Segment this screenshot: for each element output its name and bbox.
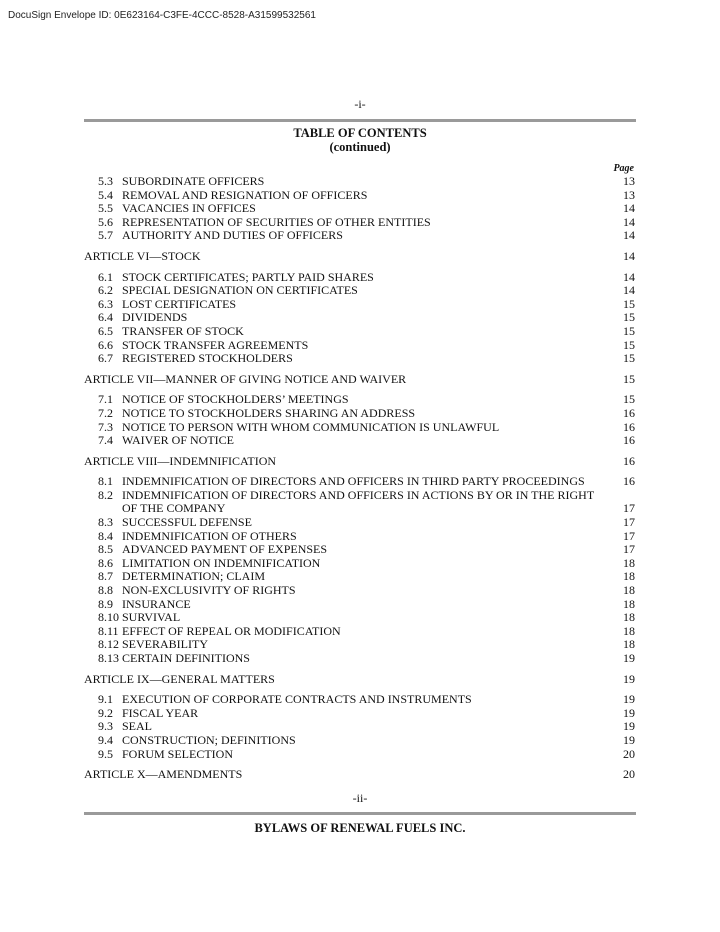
toc-section-number: 9.3: [98, 719, 113, 734]
toc-page-number: 15: [623, 337, 635, 352]
toc-page-number: 14: [623, 214, 635, 229]
toc-title: TABLE OF CONTENTS: [293, 126, 427, 140]
toc-page-number: 15: [623, 371, 635, 386]
toc-entry-title: SURVIVAL: [122, 610, 181, 625]
toc-section-row: [84, 584, 635, 598]
page-column-label: Page: [613, 163, 634, 174]
toc-entry-title: DETERMINATION; CLAIM: [122, 569, 265, 584]
toc-section-number: 6.4: [98, 310, 113, 325]
toc-section-number: 8.4: [98, 528, 113, 543]
toc-section-number: 8.9: [98, 596, 113, 611]
toc-section-number: 7.3: [98, 419, 113, 434]
toc-page-number: 13: [623, 174, 635, 188]
toc-entry-title: CERTAIN DEFINITIONS: [122, 651, 250, 665]
toc-page-number: 16: [623, 405, 635, 420]
toc-section-number: 8.3: [98, 515, 113, 530]
toc-page-number: 14: [623, 283, 635, 298]
toc-page-number: 15: [623, 310, 635, 325]
toc-section-number: 6.7: [98, 351, 113, 366]
toc-entry-title: FORUM SELECTION: [122, 746, 234, 761]
table-of-contents: [84, 175, 635, 789]
toc-page-number: 14: [623, 248, 635, 263]
toc-section-row: [84, 311, 635, 325]
toc-article-row: [84, 455, 635, 469]
bottom-rule: [84, 812, 636, 815]
toc-section-row: [84, 202, 635, 216]
toc-section-row: [84, 434, 635, 448]
toc-section-row: [84, 284, 635, 298]
toc-section-row: [84, 557, 635, 571]
toc-section-row: [84, 652, 635, 666]
toc-entry-title: REPRESENTATION OF SECURITIES OF OTHER ENTITIES: [122, 214, 431, 229]
envelope-id: DocuSign Envelope ID: 0E623164-C3FE-4CCC-8528-A31599532561: [8, 10, 316, 21]
toc-entry-title: ARTICLE X—AMENDMENTS: [84, 767, 243, 782]
toc-section-number: 9.4: [98, 732, 113, 747]
toc-entry-title: EFFECT OF REPEAL OR MODIFICATION: [122, 623, 341, 638]
toc-section-row: [84, 407, 635, 421]
toc-section-number: 9.1: [98, 692, 113, 707]
toc-entry-title: ARTICLE VII—MANNER OF GIVING NOTICE AND WAIVER: [84, 371, 407, 386]
toc-section-number: 5.3: [98, 174, 113, 188]
toc-page-number: 19: [623, 671, 635, 686]
toc-section-row: [84, 475, 635, 489]
toc-section-row: [84, 229, 635, 243]
toc-entry-title: SPECIAL DESIGNATION ON CERTIFICATES: [122, 283, 358, 298]
toc-article-row: [84, 373, 635, 387]
toc-page-number: 15: [623, 351, 635, 366]
toc-page-number: 18: [623, 555, 635, 570]
toc-section-row: [84, 298, 635, 312]
top-page-number: -i-: [354, 97, 366, 111]
toc-section-row: [84, 707, 635, 721]
toc-page-number: 20: [623, 746, 635, 761]
toc-entry-title: SEAL: [122, 719, 152, 734]
toc-page-number: 18: [623, 637, 635, 652]
toc-page-number: 16: [623, 433, 635, 448]
toc-entry-title: INDEMNIFICATION OF DIRECTORS AND OFFICERS IN THIRD PARTY PROCEEDINGS: [122, 474, 585, 489]
toc-page-number: 19: [623, 705, 635, 720]
toc-entry-title: VACANCIES IN OFFICES: [122, 201, 256, 216]
toc-entry-title: NON-EXCLUSIVITY OF RIGHTS: [122, 583, 296, 598]
toc-section-number: 5.7: [98, 228, 113, 243]
toc-section-row: [84, 638, 635, 652]
toc-entry-title: CONSTRUCTION; DEFINITIONS: [122, 732, 296, 747]
toc-page-number: 19: [623, 692, 635, 707]
bottom-page-number: -ii-: [352, 791, 368, 805]
toc-section-row: [84, 516, 635, 530]
toc-section-number: 8.6: [98, 555, 113, 570]
toc-page-number: 13: [623, 187, 635, 202]
toc-page-number: 19: [623, 732, 635, 747]
toc-section-number: 8.11: [98, 623, 119, 638]
toc-section-number: 7.1: [98, 392, 113, 407]
toc-page-number: 18: [623, 610, 635, 625]
toc-entry-title: REGISTERED STOCKHOLDERS: [122, 351, 293, 366]
toc-page-number: 16: [623, 453, 635, 468]
toc-page-number: 20: [623, 767, 635, 782]
toc-section-row: [84, 734, 635, 748]
toc-subtitle: (continued): [329, 140, 391, 154]
toc-entry-title: INDEMNIFICATION OF DIRECTORS AND OFFICERS IN ACTIONS BY OR IN THE RIGHT OF THE COMPANY: [122, 487, 594, 516]
toc-section-row: [84, 693, 635, 707]
toc-entry-title: REMOVAL AND RESIGNATION OF OFFICERS: [122, 187, 368, 202]
toc-section-number: 8.2: [98, 487, 113, 502]
toc-entry-title: DIVIDENDS: [122, 310, 188, 325]
toc-page-number: 17: [623, 501, 635, 516]
toc-page-number: 14: [623, 201, 635, 216]
toc-section-number: 8.10: [98, 610, 119, 625]
toc-page-number: 15: [623, 392, 635, 407]
toc-entry-title: STOCK TRANSFER AGREEMENTS: [122, 337, 309, 352]
toc-section-number: 6.3: [98, 296, 113, 311]
toc-section-row: [84, 352, 635, 366]
toc-page-number: 18: [623, 596, 635, 611]
toc-entry-title: INSURANCE: [122, 596, 191, 611]
toc-section-number: 5.5: [98, 201, 113, 216]
toc-entry-title: NOTICE TO STOCKHOLDERS SHARING AN ADDRESS: [122, 405, 416, 420]
toc-page-number: 16: [623, 474, 635, 489]
toc-entry-title: ARTICLE VIII—INDEMNIFICATION: [84, 453, 277, 468]
toc-section-row: [84, 748, 635, 762]
toc-section-row: [84, 393, 635, 407]
toc-entry-title: NOTICE OF STOCKHOLDERS’ MEETINGS: [122, 392, 349, 407]
toc-page-number: 14: [623, 269, 635, 284]
toc-section-number: 8.7: [98, 569, 113, 584]
toc-page-number: 16: [623, 419, 635, 434]
toc-section-row: [84, 216, 635, 230]
toc-section-number: 6.2: [98, 283, 113, 298]
toc-section-row: [84, 543, 635, 557]
toc-section-number: 8.13: [98, 651, 119, 665]
toc-section-row: [84, 421, 635, 435]
toc-entry-title: SUBORDINATE OFFICERS: [122, 174, 265, 188]
toc-page-number: 17: [623, 542, 635, 557]
toc-entry-title: INDEMNIFICATION OF OTHERS: [122, 528, 297, 543]
toc-entry-title: ARTICLE IX—GENERAL MATTERS: [84, 671, 275, 686]
toc-entry-title: ADVANCED PAYMENT OF EXPENSES: [122, 542, 328, 557]
toc-page-number: 18: [623, 583, 635, 598]
toc-section-number: 8.12: [98, 637, 119, 652]
toc-page-number: 15: [623, 323, 635, 338]
toc-entry-title: LOST CERTIFICATES: [122, 296, 237, 311]
toc-article-row: [84, 250, 635, 264]
footer-title: BYLAWS OF RENEWAL FUELS INC.: [254, 821, 466, 835]
toc-section-row: [84, 339, 635, 353]
toc-entry-title: FISCAL YEAR: [122, 705, 199, 720]
toc-section-number: 9.5: [98, 746, 113, 761]
toc-entry-title: LIMITATION ON INDEMNIFICATION: [122, 555, 321, 570]
toc-section-row: [84, 271, 635, 285]
toc-section-row: [84, 720, 635, 734]
toc-entry-title: EXECUTION OF CORPORATE CONTRACTS AND INSTRUMENTS: [122, 692, 472, 707]
toc-page-number: 19: [623, 719, 635, 734]
toc-section-number: 7.2: [98, 405, 113, 420]
toc-section-number: 6.5: [98, 323, 113, 338]
toc-page-number: 18: [623, 623, 635, 638]
toc-section-number: 5.6: [98, 214, 113, 229]
toc-page-number: 15: [623, 296, 635, 311]
toc-section-row: [84, 611, 635, 625]
toc-section-number: 6.1: [98, 269, 113, 284]
toc-entry-title: ARTICLE VI—STOCK: [84, 248, 201, 263]
toc-section-number: 7.4: [98, 433, 113, 448]
toc-section-number: 8.5: [98, 542, 113, 557]
toc-page-number: 18: [623, 569, 635, 584]
toc-section-row: [84, 175, 635, 189]
toc-section-row: [84, 325, 635, 339]
toc-section-row: [84, 530, 635, 544]
toc-entry-title: TRANSFER OF STOCK: [122, 323, 244, 338]
toc-entry-title: AUTHORITY AND DUTIES OF OFFICERS: [122, 228, 343, 243]
toc-section-row: [84, 189, 635, 203]
toc-section-row: [84, 570, 635, 584]
toc-entry-title: STOCK CERTIFICATES; PARTLY PAID SHARES: [122, 269, 374, 284]
toc-page-number: 14: [623, 228, 635, 243]
toc-entry-title: WAIVER OF NOTICE: [122, 433, 234, 448]
toc-entry-title: NOTICE TO PERSON WITH WHOM COMMUNICATION IS UNLAWFUL: [122, 419, 500, 434]
toc-section-row: [84, 489, 635, 516]
toc-entry-title: SUCCESSFUL DEFENSE: [122, 515, 252, 530]
toc-article-row: [84, 673, 635, 687]
top-rule: [84, 119, 636, 122]
toc-section-number: 9.2: [98, 705, 113, 720]
toc-section-number: 6.6: [98, 337, 113, 352]
toc-section-row: [84, 598, 635, 612]
toc-entry-title: SEVERABILITY: [122, 637, 208, 652]
toc-section-number: 8.1: [98, 474, 113, 489]
toc-section-row: [84, 625, 635, 639]
toc-page-number: 17: [623, 528, 635, 543]
toc-page-number: 17: [623, 515, 635, 530]
toc-article-row: [84, 768, 635, 782]
toc-section-number: 5.4: [98, 187, 113, 202]
toc-section-number: 8.8: [98, 583, 113, 598]
toc-page-number: 19: [623, 651, 635, 665]
